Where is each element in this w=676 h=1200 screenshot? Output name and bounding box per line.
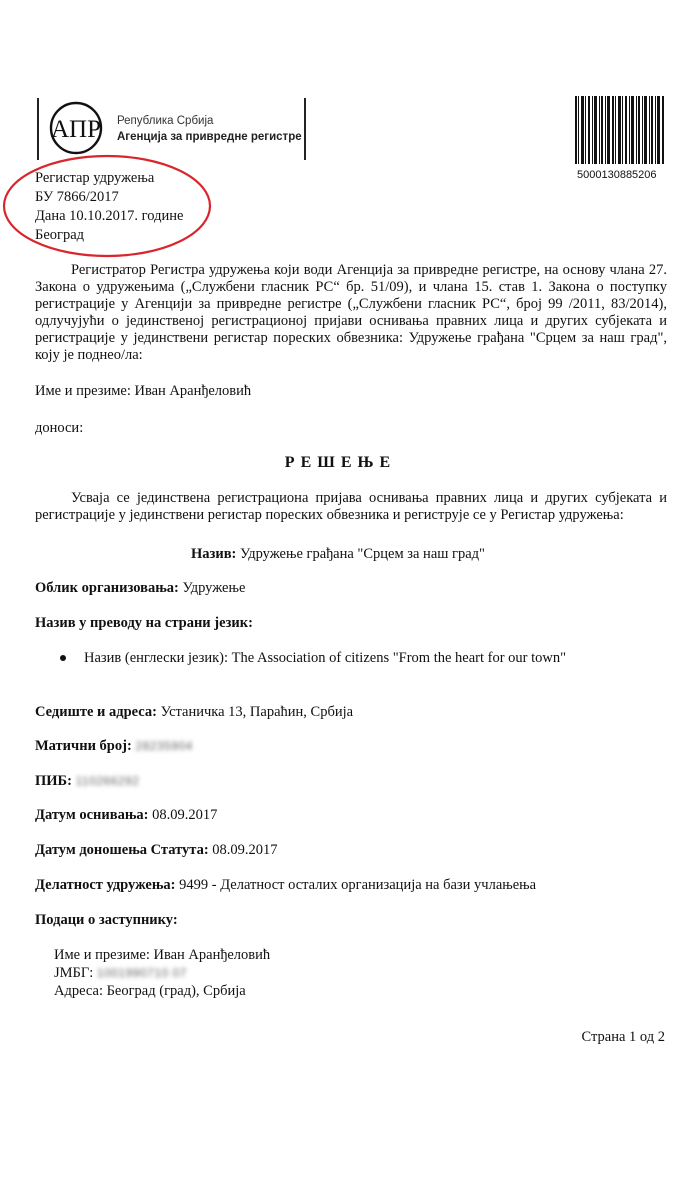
decides-label: доноси:: [35, 420, 84, 436]
address-label: Седиште и адреса:: [35, 704, 157, 720]
jmbg-label: ЈМБГ:: [54, 965, 94, 981]
barcode-icon: [575, 96, 665, 164]
founded-value: 08.09.2017: [152, 807, 218, 823]
case-number: БУ 7866/2017: [35, 189, 119, 205]
name-label: Назив:: [191, 546, 237, 562]
statute-label: Датум доношења Статута:: [35, 842, 209, 858]
address-value: Устаничка 13, Параћин, Србија: [160, 704, 354, 720]
tax-id-value-redacted: 110266292: [75, 774, 140, 788]
barcode-number: 5000130885206: [577, 169, 657, 181]
activity-value: 9499 - Делатност осталих организација на бази учлањења: [179, 877, 537, 893]
register-name: Регистар удружења: [35, 170, 155, 186]
address-row: [35, 704, 353, 721]
representative-name: Име и презиме: Иван Аранђеловић: [54, 947, 271, 963]
tax-id-label: ПИБ:: [35, 773, 72, 789]
republic-label: Република Србија: [117, 115, 214, 127]
form-label: Облик организовања:: [35, 580, 179, 596]
agency-label: Агенција за привредне регистре: [117, 131, 302, 143]
organization-form-row: [35, 580, 245, 597]
statute-row: [35, 842, 278, 859]
decision-paragraph: Усваја се јединствена регистрациона пријава оснивања правних лица и других субјеката и регистрације у јединствени регистар пореских обвезника и региструје се у Регистар удружења:: [35, 490, 667, 523]
page-number: Страна 1 од 2: [581, 1029, 665, 1045]
activity-row: [35, 877, 536, 894]
reg-number-label: Матични број:: [35, 738, 132, 754]
apr-logo-icon: [46, 100, 108, 156]
form-value: Удружење: [182, 580, 246, 596]
svg-text:АПР: АПР: [50, 116, 102, 143]
founded-label: Датум оснивања:: [35, 807, 149, 823]
tax-id-row: [35, 773, 139, 790]
jmbg-value-redacted: 1001990710 07: [96, 966, 187, 980]
name-value: Удружење грађана "Срцем за наш град": [240, 546, 485, 562]
red-annotation-circle: [0, 150, 215, 262]
decision-title: Р Е Ш Е Њ Е: [284, 454, 392, 471]
activity-label: Делатност удружења:: [35, 877, 176, 893]
case-city: Београд: [35, 227, 85, 243]
header-right-rule: [304, 98, 306, 160]
representative-address: Адреса: Београд (град), Србија: [54, 983, 246, 999]
reg-number-value-redacted: 28235904: [135, 739, 193, 753]
representative-jmbg-row: [54, 965, 187, 982]
association-name-row: [0, 546, 676, 563]
bullet-icon: [60, 655, 66, 661]
founded-row: [35, 807, 217, 824]
intro-paragraph: Регистратор Регистра удружења који води Агенција за привредне регистре, на основу члана 27. Закона о удружењима („Службени гласник РС“ бр. 51/09), и члана 15. став 1. Закона о поступку регистрације у Агенцији за привредне регистре („Службени гласник РС“, број 99 /2011, 83/2014), одлучујући о јединственој регистрационој пријави оснивања правних лица и других субјеката и регистрације у јединствени регистар пореских обвезника: Удружење грађана "Срцем за наш град", коју је поднео/ла:: [35, 262, 667, 363]
translation-heading: Назив у преводу на страни језик:: [35, 615, 253, 631]
applicant-name: Име и презиме: Иван Аранђеловић: [35, 383, 252, 399]
reg-number-row: [35, 738, 193, 755]
representative-heading: Подаци о заступнику:: [35, 912, 178, 928]
case-date: Дана 10.10.2017. године: [35, 208, 184, 224]
translation-bullet-text: Назив (енглески језик): The Association of citizens "From the heart for our town": [84, 650, 567, 666]
statute-value: 08.09.2017: [212, 842, 278, 858]
